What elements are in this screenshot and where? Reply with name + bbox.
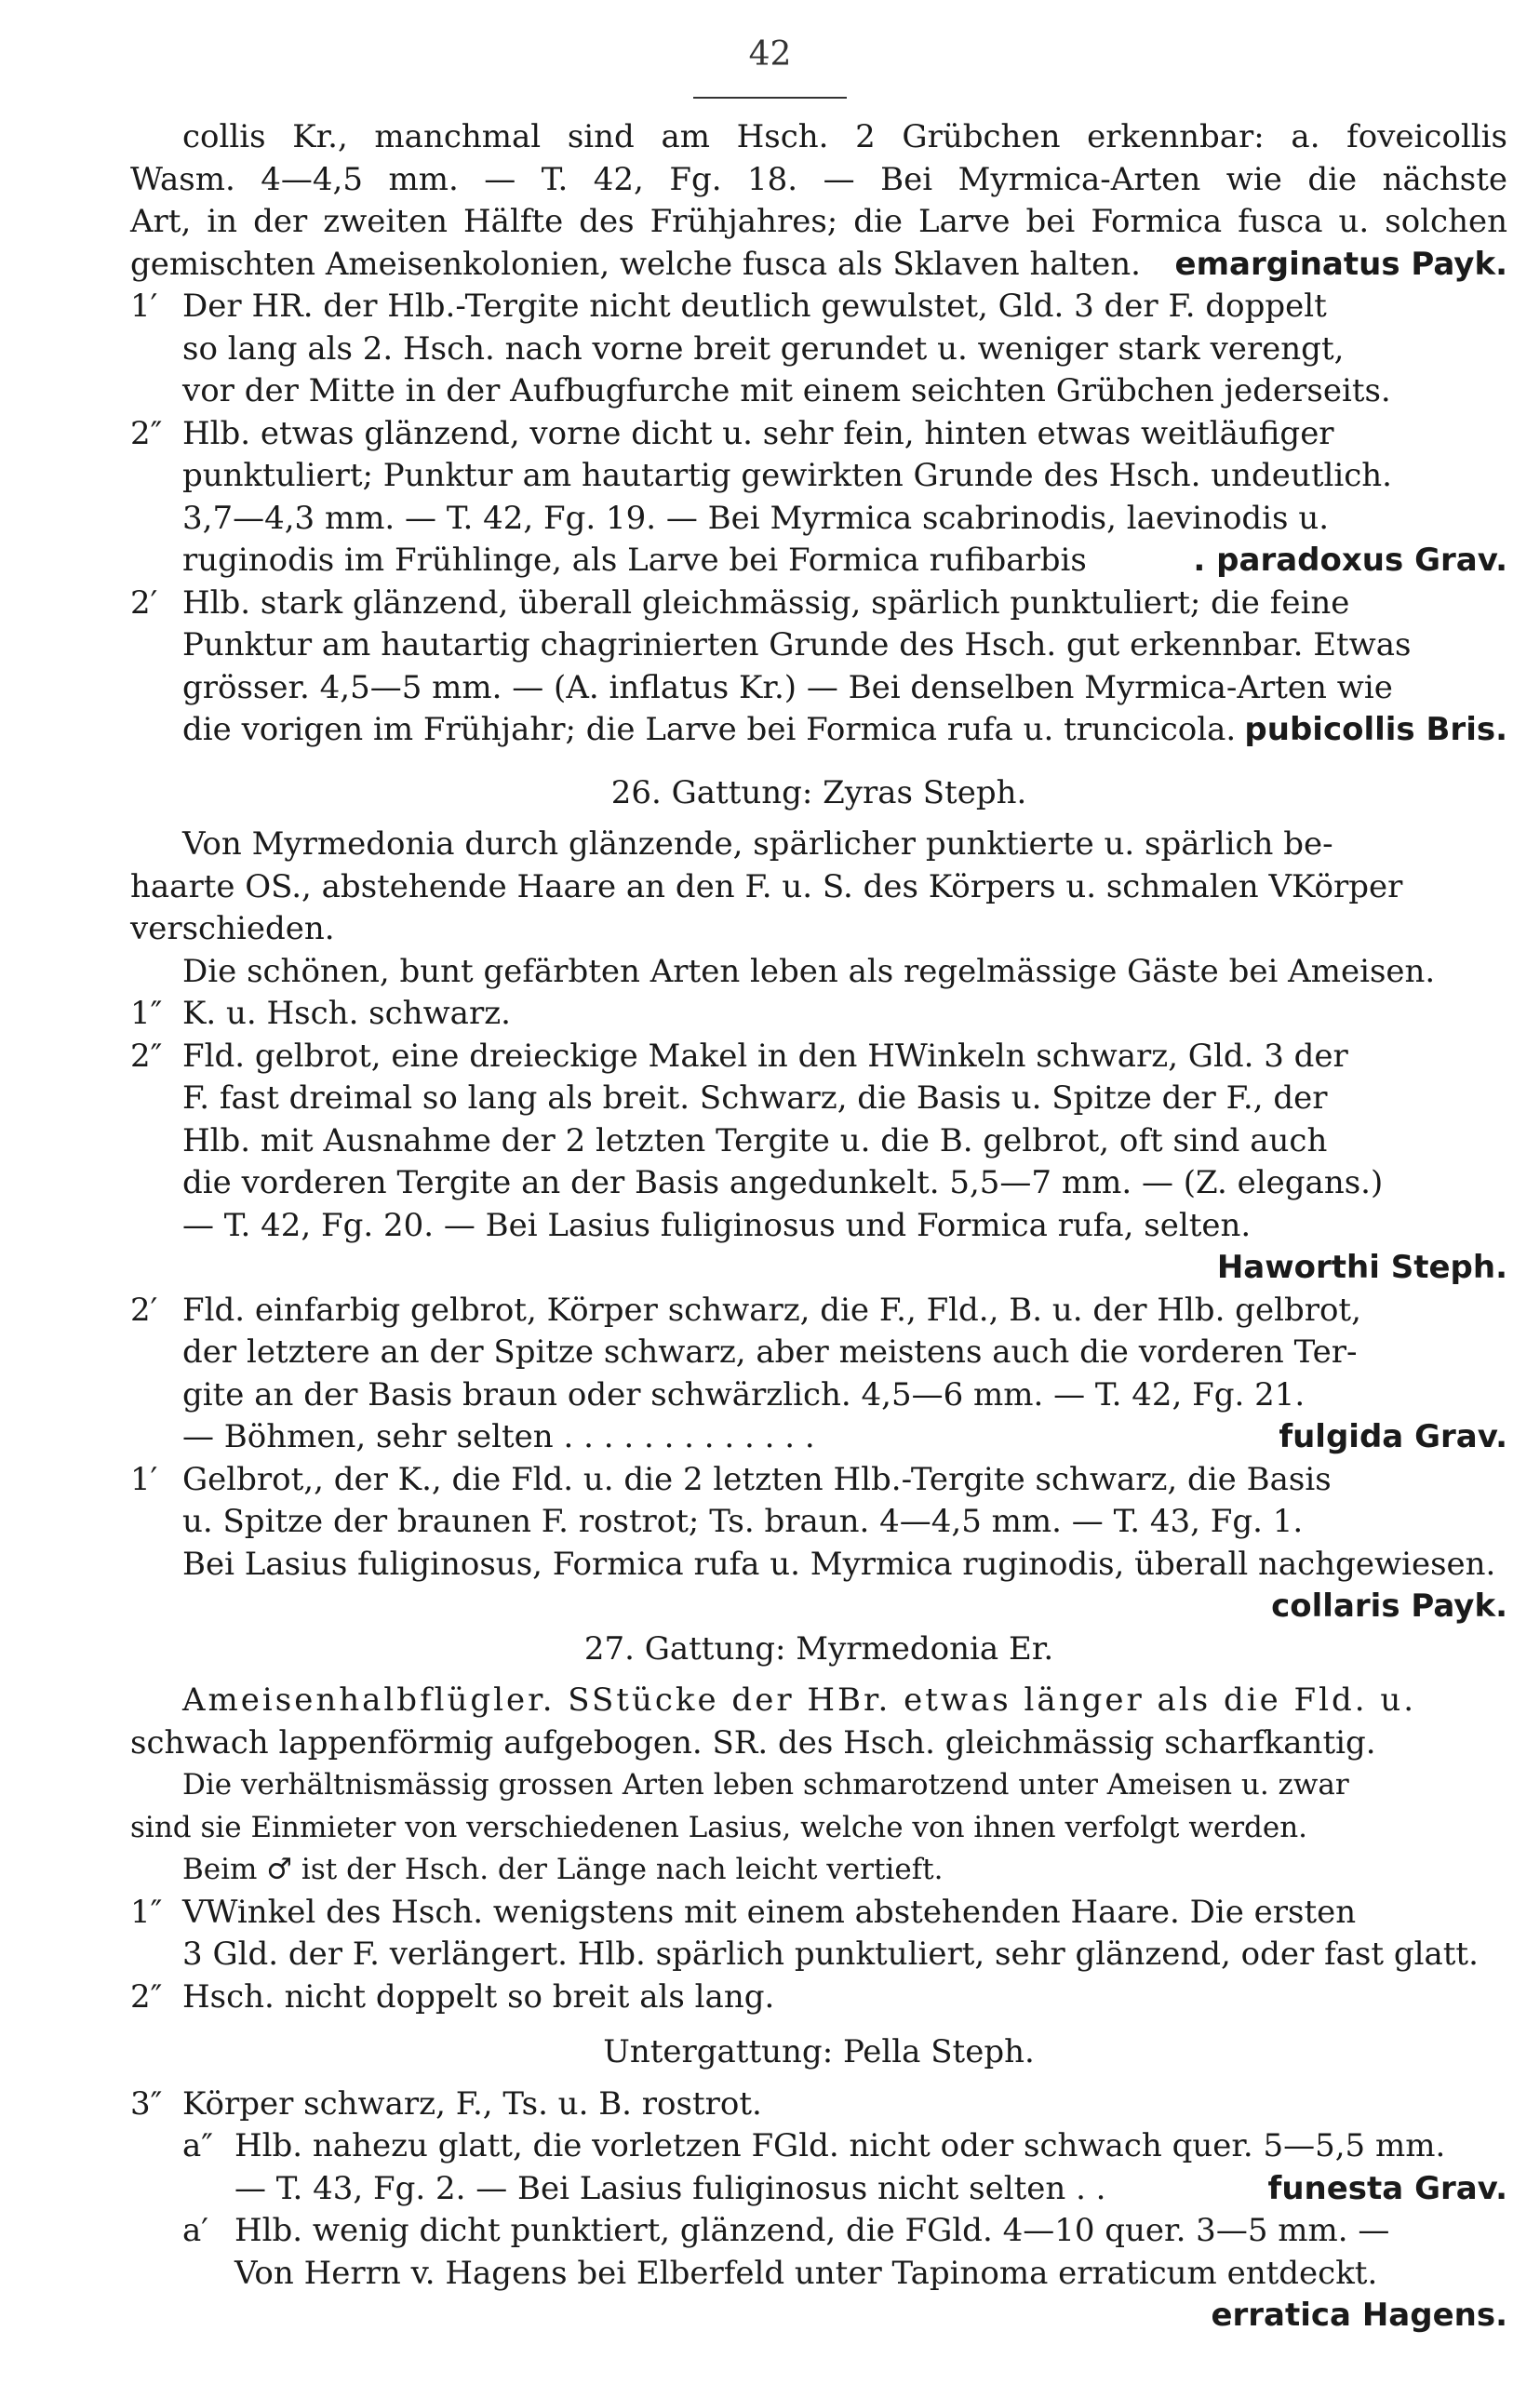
key-line: 2′ Fld. einfarbig gelbrot, Körper schwarz, die F., Fld., B. u. der Hlb. gelbrot, (130, 1291, 1361, 1329)
text-line: Bei Lasius fuliginosus, Formica rufa u. Myrmica ruginodis, überall nachgewiesen. (182, 1545, 1496, 1583)
text-line: — T. 43, Fg. 2. — Bei Lasius fuliginosus nicht selten . . funesta Grav. (130, 2168, 1507, 2211)
key-line: 2″ Hsch. nicht doppelt so breit als lang. (130, 1977, 775, 2016)
text-line: grösser. 4,5—5 mm. — (A. inflatus Kr.) — Bei denselben Myrmica-Arten wie (182, 668, 1393, 706)
text-line: Von Herrn v. Hagens bei Elberfeld unter Tapinoma erraticum entdeckt. (234, 2254, 1378, 2292)
species-name: fulgida Grav. (1279, 1418, 1507, 1455)
text-line: haarte OS., abstehende Haare an den F. u. S. des Körpers u. schmalen VKörper (130, 867, 1403, 905)
text-line: gemischten Ameisenkolonien, welche fusca als Sklaven halten. emarginatus Payk. (130, 244, 1507, 287)
key-line: 1″ K. u. Hsch. schwarz. (130, 995, 511, 1032)
species-name: emarginatus Payk. (1174, 245, 1507, 283)
text-line: vor der Mitte in der Aufbugfurche mit einem seichten Grübchen jederseits. (182, 372, 1391, 409)
text-line: — T. 42, Fg. 20. — Bei Lasius fuliginosus und Formica rufa, selten. (182, 1206, 1252, 1244)
document-body (130, 116, 1507, 2338)
text-line: 3,7—4,3 mm. — T. 42, Fg. 19. — Bei Myrmica scabrinodis, laevinodis u. (182, 499, 1330, 537)
species-name: erratica Hagens. (1211, 2297, 1507, 2334)
text-line: punktuliert; Punktur am hautartig gewirkten Grunde des Hsch. undeutlich. (182, 457, 1392, 494)
text-line: Die verhältnismässig grossen Arten leben schmarotzend unter Ameisen u. zwar (182, 1768, 1349, 1802)
text-line: verschieden. (130, 910, 335, 947)
text-line: Wasm. 4—4,5 mm. — T. 42, Fg. 18. — Bei Myrmica-Arten wie die nächste (130, 160, 1507, 198)
key-line: 2″ Hlb. etwas glänzend, vorne dicht u. sehr fein, hinten etwas weitläufiger (130, 414, 1334, 452)
text-line: Punktur am hautartig chagrinierten Grunde des Hsch. gut erkennbar. Etwas (182, 626, 1412, 663)
text-line: Ameisenhalbflügler. SStücke der HBr. etwas länger als die Fld. u. (182, 1681, 1417, 1719)
text-line: — Böhmen, sehr selten . . . . . . . . . . . . . fulgida Grav. (130, 1416, 1507, 1459)
text-line: Hlb. mit Ausnahme der 2 letzten Tergite u. die B. gelbrot, oft sind auch (182, 1121, 1328, 1159)
text-line: so lang als 2. Hsch. nach vorne breit gerundet u. weniger stark verengt, (182, 329, 1345, 368)
text-line: die vorderen Tergite an der Basis angedunkelt. 5,5—7 mm. — (Z. elegans.) (182, 1164, 1384, 1201)
text-line: die vorigen im Frühjahr; die Larve bei Formica rufa u. truncicola. pubicollis Bris. (130, 709, 1507, 752)
text-line: schwach lappenförmig aufgebogen. SR. des Hsch. gleichmässig scharfkantig. (130, 1723, 1376, 1762)
page-number: 42 (748, 35, 792, 74)
key-line: 1″ VWinkel des Hsch. wenigstens mit einem abstehenden Haare. Die ersten (130, 1893, 1357, 1931)
species-name: funesta Grav. (1267, 2169, 1507, 2207)
key-line: a′ Hlb. wenig dicht punktiert, glänzend, die FGld. 4—10 quer. 3—5 mm. — (182, 2212, 1390, 2249)
text-line: der letztere an der Spitze schwarz, aber meistens auch die vorderen Ter- (182, 1333, 1358, 1371)
text-line: Beim ♂ ist der Hsch. der Länge nach leicht vertieft. (182, 1853, 944, 1886)
text-line: sind sie Einmieter von verschiedenen Lasius, welche von ihnen verfolgt werden. (130, 1810, 1308, 1844)
text-line: Von Myrmedonia durch glänzende, spärlicher punktierte u. spärlich be- (182, 825, 1333, 863)
key-line: a″ Hlb. nahezu glatt, die vorletzen FGld. nicht oder schwach quer. 5—5,5 mm. (182, 2127, 1446, 2164)
section-heading: 27. Gattung: Myrmedonia Er. (583, 1629, 1054, 1668)
text-line: F. fast dreimal so lang als breit. Schwarz, die Basis u. Spitze der F., der (182, 1079, 1328, 1117)
text-line: collis Kr., manchmal sind am Hsch. 2 Grübchen erkennbar: a. foveicollis (182, 118, 1507, 155)
text-line: u. Spitze der braunen F. rostrot; Ts. braun. 4—4,5 mm. — T. 43, Fg. 1. (182, 1503, 1304, 1540)
key-line: 1′ Der HR. der Hlb.-Tergite nicht deutlich gewulstet, Gld. 3 der F. doppelt (130, 288, 1327, 325)
header-rule (693, 97, 847, 99)
key-line: 1′ Gelbrot,, der K., die Fld. u. die 2 letzten Hlb.-Tergite schwarz, die Basis (130, 1460, 1332, 1498)
key-line: 2′ Hlb. stark glänzend, überall gleichmässig, spärlich punktuliert; die feine (130, 583, 1350, 622)
species-name: Haworthi Steph. (1216, 1249, 1507, 1286)
text-line: Die schönen, bunt gefärbten Arten leben als regelmässige Gäste bei Ameisen. (182, 952, 1436, 990)
text-line: Art, in der zweiten Hälfte des Frühjahres; die Larve bei Formica fusca u. solchen (130, 203, 1507, 240)
text-line: gite an der Basis braun oder schwärzlich. 4,5—6 mm. — T. 42, Fg. 21. (182, 1375, 1306, 1413)
species-name: . paradoxus Grav. (1193, 542, 1507, 579)
text-line: 3 Gld. der F. verlängert. Hlb. spärlich punktuliert, sehr glänzend, oder fast glatt. (182, 1936, 1479, 1973)
subgenus-heading: Untergattung: Pella Steph. (603, 2033, 1035, 2070)
section-heading: 26. Gattung: Zyras Steph. (610, 773, 1027, 811)
key-line: 3″ Körper schwarz, F., Ts. u. B. rostrot. (130, 2084, 762, 2123)
key-line: 2″ Fld. gelbrot, eine dreieckige Makel in den HWinkeln schwarz, Gld. 3 der (130, 1037, 1348, 1075)
species-name: pubicollis Bris. (1244, 711, 1507, 748)
species-name: collaris Payk. (1271, 1588, 1507, 1625)
text-line: ruginodis im Frühlinge, als Larve bei Formica rufibarbis . paradoxus Grav. (130, 540, 1507, 583)
